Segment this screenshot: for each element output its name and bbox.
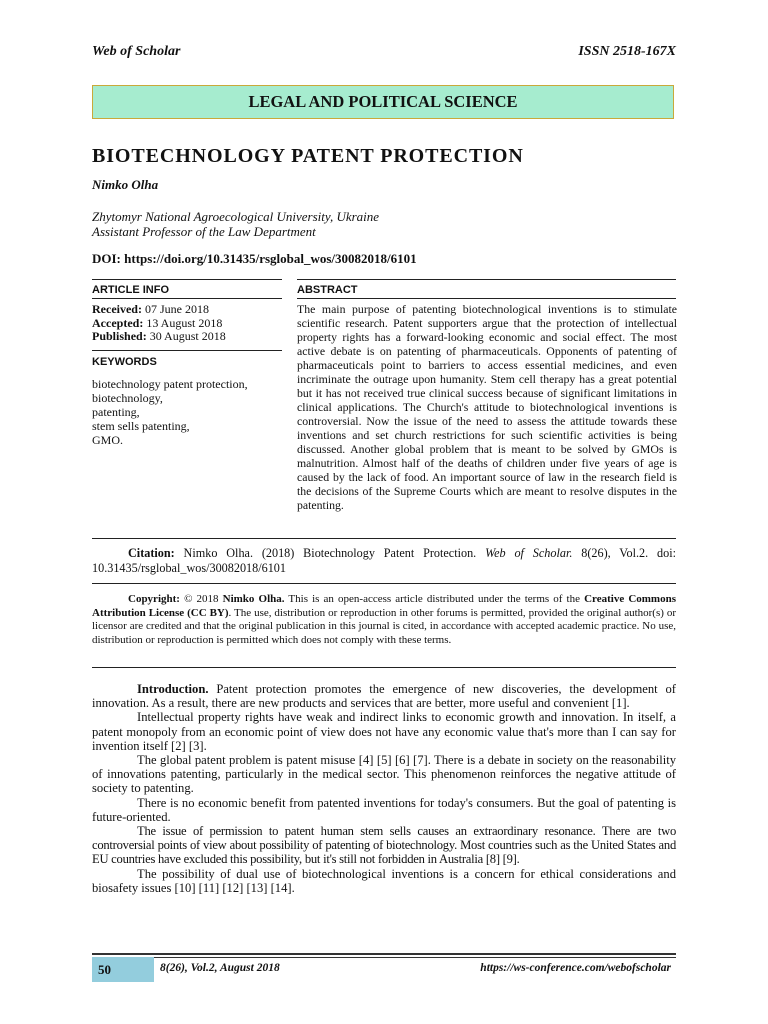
published-date: 30 August 2018 [149,329,226,343]
accepted-date: 13 August 2018 [146,315,223,330]
author-affiliation [92,209,379,239]
affiliation-university: Zhytomyr National Agroecological University, Ukraine [92,209,380,224]
article-info-heading: ARTICLE INFO [92,284,169,296]
footer-rule-thin [92,957,676,958]
received-date: 07 June 2018 [144,302,209,316]
keyword-item: patenting, [92,405,140,419]
body-paragraph: The issue of permission to patent human stem sells causes an extraordinary resonance. There are two controversial points of view about possibility of patenting of biotechnology. Most countries such as the United States and EU countries have excluded this possibility, but it's still not forbidden in Australia [8] [9]. [92,824,676,867]
copyright-bottom-rule [92,667,676,668]
keyword-item: GMO. [92,433,124,447]
published-label: Published: [92,329,147,343]
article-dates [92,303,226,344]
page-number: 50 [98,961,111,977]
footer-rule [92,953,676,955]
copyright-top-rule [92,583,676,584]
body-paragraph [92,682,676,710]
copyright-text-c: . The use, distribution or reproduction in other forums is permitted, provided the original author(s) or licensor are credited and that the original publication in this journal is cited, in accordance with accepted academic practice. No use, distribution or reproduction is permitted which does not comply with these terms. [92,606,677,646]
article-body [92,682,676,895]
intro-text: Patent protection promotes the emergence of new discoveries, the development of innovation. As a result, there are new products and services that are better, more useful and convenient [1]. [92,682,676,711]
footer-url[interactable]: https://ws-conference.com/webofscholar [480,962,671,974]
journal-issn: ISSN 2518-167X [578,44,676,59]
keyword-item: stem sells patenting, [92,419,190,433]
abstract-heading: ABSTRACT [297,284,358,296]
citation-text-a: Nimko Olha. (2018) Biotechnology Patent Protection. [174,546,486,560]
journal-name: Web of Scholar [92,44,181,59]
copyright-notice [92,593,676,647]
body-paragraph: There is no economic benefit from patented inventions for today's consumers. But the goal of patenting is future-oriented. [92,795,676,824]
keyword-item: biotechnology patent protection, [92,377,248,391]
keywords-list [92,377,248,447]
keywords-heading: KEYWORDS [92,356,157,368]
article-title: BIOTECHNOLOGY PATENT PROTECTION [92,145,524,167]
copyright-author: Nimko Olha. [222,593,285,605]
accepted-label: Accepted: [92,315,144,330]
copyright-license[interactable]: Creative Commons Attribution License (CC BY) [92,593,676,619]
page-number-box [92,957,154,982]
section-banner [92,85,674,119]
abstract-text: The main purpose of patenting biotechnological inventions is to stimulate scientific research. Patent supporters argue that the protection of intellectual property rights has a forward-looking economic and social effect. The most active debate is on patenting of pharmaceuticals. Opponents of patenting of pharmaceuticals point to barriers to access essential medicines, and even incriminate the outrage upon humanity. Stem cell therapy has a great potential but it has not received true clinical success because of significant limitations in clinical applications. The Church's attitude to biotechnological inventions is controversial. Now the issue of the need to assess the attitude towards these inventions and set church restrictions for such scientific activities is being discussed. Another global problem that is meant to be solved by GMOs is malnutrition. Almost half of the deaths of children under five years of age is caused by the lack of food. An important source of law in the research field is the decisions of the Supreme Courts which are meant to resolve disputes in the patenting. [297,302,677,512]
article-doi[interactable]: DOI: https://doi.org/10.31435/rsglobal_wos/30082018/6101 [92,251,417,266]
keywords-top-rule [92,350,282,351]
body-paragraph: The possibility of dual use of biotechnological inventions is a concern for ethical considerations and biosafety issues [10] [11] [12] [13] [14]. [92,866,676,895]
citation-text-b: 8(26), Vol.2. doi: 10.31435/rsglobal_wos/30082018/6101 [92,546,676,575]
info-heading-rule [92,298,282,299]
article-author: Nimko Olha [92,177,159,192]
abstract-heading-rule [297,298,676,299]
info-top-rule [92,279,282,280]
affiliation-position: Assistant Professor of the Law Department [92,224,316,239]
body-paragraph: Intellectual property rights have weak and indirect links to economic growth and innovation. In itself, a patent monopoly from an economic point of view does not have any economic value that's more than I can say for invention itself [2] [3]. [92,710,676,753]
citation-label: Citation: [128,546,175,560]
citation-journal: Web of Scholar. [485,546,573,560]
received-row [92,303,226,317]
received-label: Received: [92,302,142,316]
keyword-item: biotechnology, [92,391,163,405]
copyright-text-a: © 2018 [179,593,223,605]
accepted-row [92,317,226,331]
copyright-label: Copyright: [128,593,180,605]
footer-issue: 8(26), Vol.2, August 2018 [160,962,280,974]
published-row [92,330,226,344]
citation-top-rule [92,538,676,539]
body-paragraph: The global patent problem is patent misuse [4] [5] [6] [7]. There is a debate in society on the reasonability of innovations patenting, particularly in the medical sector. This phenomenon reinforces the negative attitude of society to patenting. [92,753,676,796]
copyright-text-b: This is an open-access article distributed under the terms of the [284,593,585,605]
citation [92,546,676,576]
abstract-top-rule [297,279,676,280]
intro-label: Introduction. [137,682,209,696]
section-title: LEGAL AND POLITICAL SCIENCE [248,92,518,111]
